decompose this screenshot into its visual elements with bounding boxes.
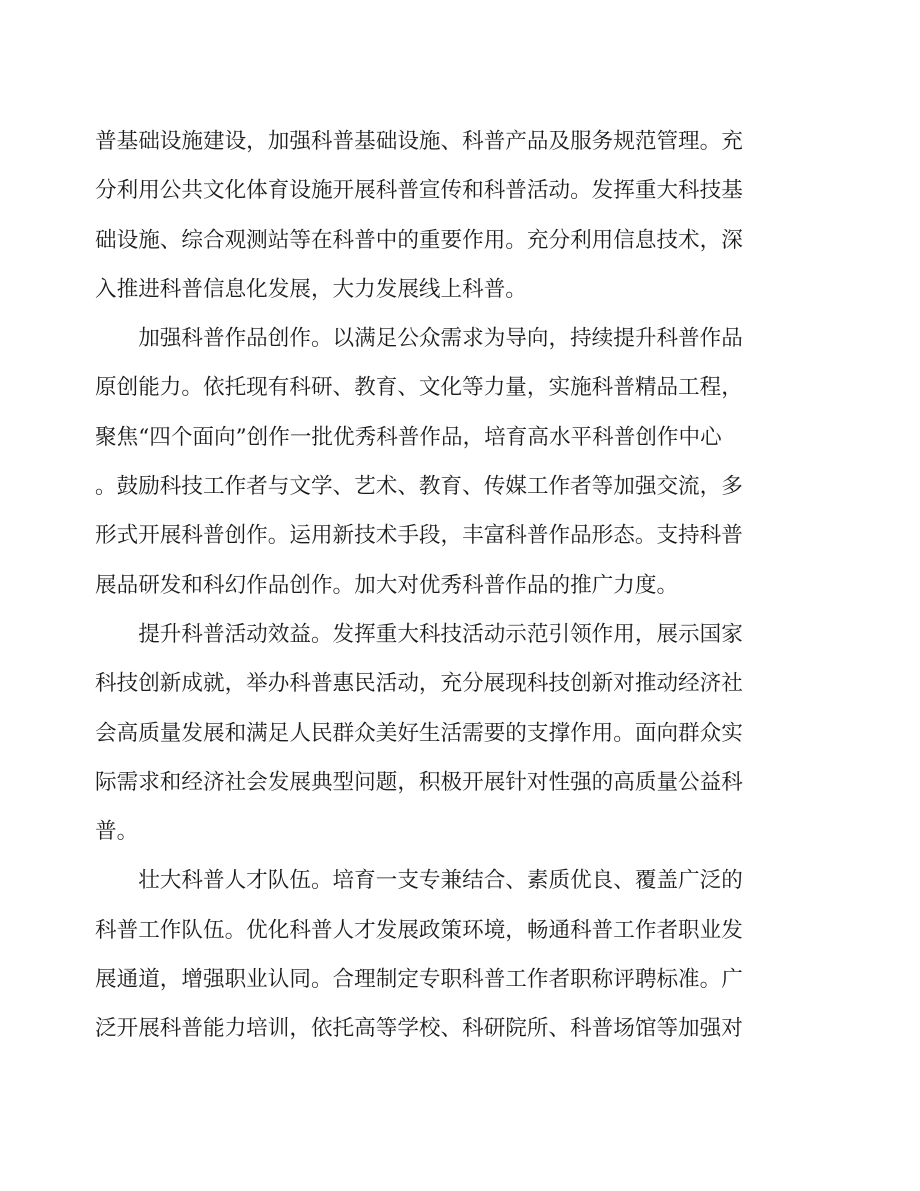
text-line: 原创能力。依托现有科研、教育、文化等力量，实施科普精品工程，	[95, 375, 743, 401]
text-line: 提升科普活动效益。发挥重大科技活动示范引领作用，展示国家	[95, 621, 743, 647]
document-body	[95, 117, 830, 1054]
text-line: 展通道，增强职业认同。合理制定专职科普工作者职称评聘标准。广	[95, 967, 743, 993]
text-line: 普。	[95, 819, 139, 845]
text-line: 础设施、综合观测站等在科普中的重要作用。充分利用信息技术，深	[95, 227, 743, 253]
text-line: 分利用公共文化体育设施开展科普宣传和科普活动。发挥重大科技基	[95, 178, 743, 204]
text-line: 科技创新成就，举办科普惠民活动，充分展现科技创新对推动经济社	[95, 671, 743, 697]
text-line: 聚焦“四个面向”创作一批优秀科普作品，培育高水平科普创作中心	[95, 424, 722, 450]
text-line: 入推进科普信息化发展，大力发展线上科普。	[95, 276, 527, 302]
text-line: 科普工作队伍。优化科普人才发展政策环境，畅通科普工作者职业发	[95, 917, 743, 943]
text-line: 际需求和经济社会发展典型问题，积极开展针对性强的高质量公益科	[95, 769, 743, 795]
text-line: 会高质量发展和满足人民群众美好生活需要的支撑作用。面向群众实	[95, 720, 743, 746]
text-line: 形式开展科普创作。运用新技术手段，丰富科普作品形态。支持科普	[95, 523, 743, 549]
text-line: 泛开展科普能力培训，依托高等学校、科研院所、科普场馆等加强对	[95, 1016, 743, 1042]
text-line: 普基础设施建设，加强科普基础设施、科普产品及服务规范管理。充	[95, 129, 743, 154]
text-line: 。鼓励科技工作者与文学、艺术、教育、传媒工作者等加强交流，多	[95, 474, 743, 500]
text-line: 展品研发和科幻作品创作。加大对优秀科普作品的推广力度。	[95, 572, 679, 598]
text-line: 壮大科普人才队伍。培育一支专兼结合、素质优良、覆盖广泛的	[95, 868, 743, 894]
text-line: 加强科普作品创作。以满足公众需求为导向，持续提升科普作品	[95, 326, 743, 352]
